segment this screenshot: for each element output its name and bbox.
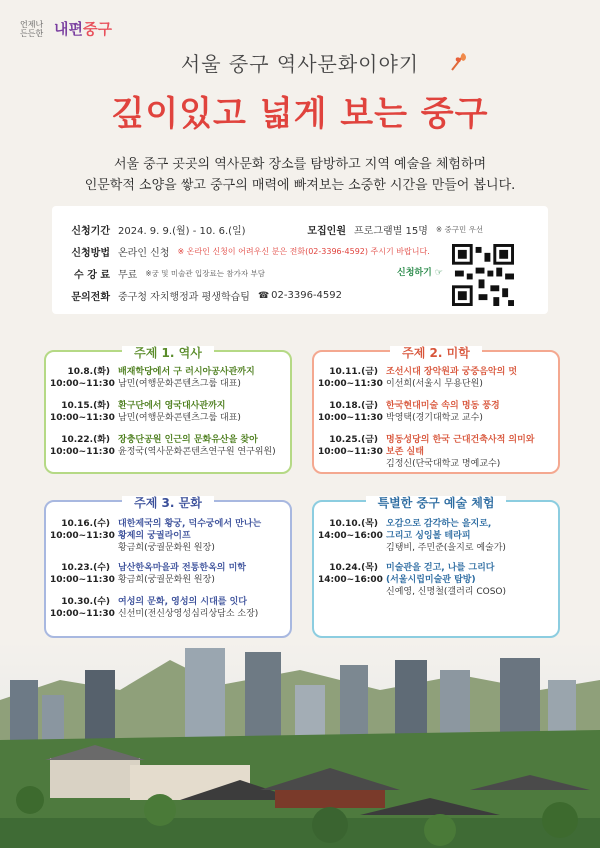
- session-item: 10.16.(수) 10:00~11:30 대한제국의 황궁, 덕수궁에서 만나는 황제의 궁궐라이프 황금희(궁궐문화원 원장): [50, 519, 262, 553]
- session-item: 10.22.(화) 10:00~11:30 장충단공원 인근의 문화유산을 찾아 윤정국(역사문화콘텐츠연구원 연구위원): [50, 435, 276, 457]
- logo-slogan: 언제나 든든한: [20, 19, 44, 38]
- recruit-row: 모집인원 프로그램별 15명 ※ 중구민 우선: [307, 225, 484, 237]
- intro-text: 서울 중구 곳곳의 역사문화 장소를 탐방하고 지역 예술을 체험하며 인문학적 소양을 쌓고 중구의 매력에 빠져보는 소중한 시간을 만들어 봅니다.: [84, 157, 516, 193]
- city-skyline-image: [0, 640, 600, 848]
- leaf-icon: [448, 50, 470, 72]
- session-item: 10.23.(수) 10:00~11:30 남산한옥마을과 전통한옥의 미학 황금희(궁궐문화원 원장): [50, 563, 246, 585]
- logo-brand-2: 중구: [82, 20, 112, 38]
- theme-card-aesthetics: [312, 346, 560, 474]
- session-item: 10.18.(금) 10:00~11:30 한국현대미술 속의 명동 풍경 박영택(경기대학교 교수): [318, 401, 500, 423]
- theme-card-culture: [44, 496, 292, 638]
- qr-code-icon[interactable]: [452, 244, 514, 306]
- phone-icon: ☎: [257, 291, 270, 301]
- session-item: 10.8.(화) 10:00~11:30 배재학당에서 구 러시아공사관까지 남민(여행문화콘텐츠그룹 대표): [50, 367, 255, 389]
- logo-brand-1: 내편: [54, 20, 83, 38]
- fee-row: 수 강 료 무료 ※궁 및 미술관 입장료는 참가자 부담: [74, 269, 265, 281]
- theme-card-history: [44, 346, 292, 474]
- contact-row: 문의전화 중구청 자치행정과 평생학습팀 ☎ 02-3396-4592: [71, 290, 342, 303]
- apply-link[interactable]: 신청하기 ☞: [397, 268, 443, 278]
- session-item: 10.11.(금) 10:00~11:30 조선시대 장악원과 궁중음악의 멋 이선희(서울시 무용단원): [318, 367, 518, 389]
- period-row: 신청기간 2024. 9. 9.(월) - 10. 6.(일): [71, 226, 246, 237]
- session-item: 10.24.(목) 14:00~16:00 미술관을 걷고, 나를 그리다 (서울시립미술관 탐방) 신예영, 신명철(갤러리 COSO): [318, 563, 507, 597]
- brand-logo: [20, 18, 112, 39]
- theme-card-special-art: [312, 496, 560, 638]
- method-row: 신청방법 온라인 신청 ※ 온라인 신청이 어려우신 분은 전화(02-3396-4592) 주시기 바랍니다.: [71, 247, 430, 259]
- session-item: 10.15.(화) 10:00~11:30 환구단에서 영국대사관까지 남민(여행문화콘텐츠그룹 대표): [50, 401, 241, 423]
- card-title: 주제 2. 미학: [390, 346, 482, 360]
- session-item: 10.30.(수) 10:00~11:30 여성의 문화, 영성의 시대를 잇다 신선미(전신상영성심리상담소 소장): [50, 597, 259, 619]
- card-title: 특별한 중구 예술 체험: [366, 496, 507, 510]
- session-item: 10.25.(금) 10:00~11:30 명동성당의 한국 근대건축사적 의미와 보존 실태 김정신(단국대학교 명예교수): [318, 435, 535, 469]
- session-item: 10.10.(목) 14:00~16:00 오감으로 감각하는 을지로, 그리고 싱잉볼 테라피 김탱비, 주민준(을지로 예술가): [318, 519, 506, 553]
- card-title: 주제 3. 문화: [122, 496, 214, 510]
- page-subtitle: 서울 중구 역사문화이야기: [180, 52, 420, 76]
- card-title: 주제 1. 역사: [122, 346, 214, 360]
- page-title: 깊이있고 넓게 보는 중구: [111, 94, 489, 134]
